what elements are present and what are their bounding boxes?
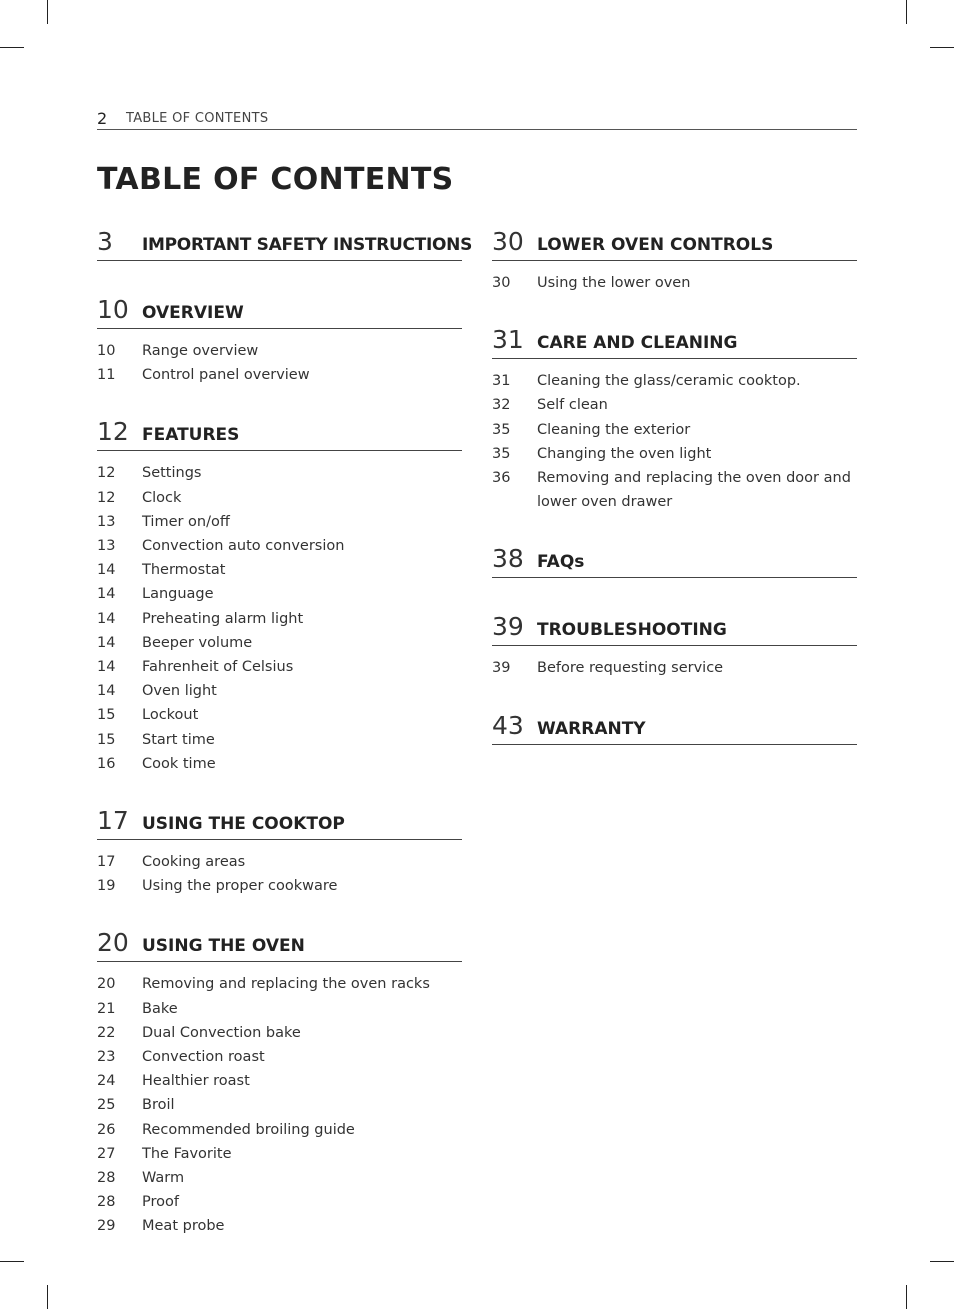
section-page-number: 38 [492,544,524,574]
section-page-number: 17 [97,806,129,836]
section-items [97,329,462,387]
toc-entry[interactable] [492,418,857,442]
toc-entry[interactable] [97,1166,462,1190]
entry-page-number: 39 [492,660,511,677]
entry-page-number: 35 [492,421,511,438]
entry-label: Dual Convection bake [142,1024,301,1041]
entry-label: Cook time [142,755,216,772]
toc-entry[interactable] [97,850,462,874]
entry-page-number: 20 [97,976,116,993]
entry-page-number: 31 [492,373,511,390]
section-page-number: 43 [492,710,524,740]
entry-label: Using the proper cookware [142,878,338,895]
entry-page-number: 19 [97,878,116,895]
entry-label: Convection auto conversion [142,538,345,555]
toc-entry[interactable] [97,607,462,631]
entry-page-number: 28 [97,1170,116,1187]
page-title: TABLE OF CONTENTS [97,162,454,197]
toc-entry[interactable] [97,486,462,510]
entry-page-number: 28 [97,1194,116,1211]
crop-mark [930,1261,954,1262]
entry-label: Removing and replacing the oven racks [142,976,430,993]
entry-label: Removing and replacing the oven door and lower oven drawer [537,470,851,511]
entry-page-number: 35 [492,445,511,462]
toc-entry[interactable] [492,369,857,393]
toc-entry[interactable] [97,534,462,558]
entry-page-number: 14 [97,586,116,603]
toc-entry[interactable] [97,1118,462,1142]
section-page-number: 20 [97,928,129,958]
toc-entry[interactable] [97,752,462,776]
entry-page-number: 30 [492,275,511,291]
entry-page-number: 11 [97,367,116,384]
section-page-number: 10 [97,295,129,324]
toc-entry[interactable] [97,874,462,898]
toc-entry[interactable] [97,339,462,363]
entry-page-number: 32 [492,397,511,414]
entry-page-number: 14 [97,634,116,651]
entry-label: Preheating alarm light [142,610,304,627]
toc-left-column [97,227,473,1269]
toc-entry[interactable] [97,1190,462,1214]
toc-entry[interactable] [97,728,462,752]
section-title: USING THE COOKTOP [142,814,345,835]
entry-label: Beeper volume [142,634,253,651]
toc-entry[interactable] [97,1093,462,1117]
entry-label: Range overview [142,343,259,359]
section-title: FEATURES [142,425,240,446]
running-header [97,107,857,130]
toc-section [492,612,857,680]
toc-entry[interactable] [97,1021,462,1045]
toc-entry[interactable] [97,1045,462,1069]
entry-label: Healthier roast [142,1073,250,1090]
running-title: TABLE OF CONTENTS [126,111,269,126]
entry-label: Settings [142,465,202,482]
toc-entry[interactable] [492,271,857,295]
toc-entry[interactable] [97,510,462,534]
crop-mark [906,1285,907,1309]
toc-entry[interactable] [97,558,462,582]
section-page-number: 3 [97,227,113,256]
toc-section [492,711,857,745]
section-items [97,451,462,776]
toc-entry[interactable] [97,972,462,996]
section-heading[interactable] [97,227,473,261]
section-items [492,261,857,295]
section-heading[interactable] [97,928,462,962]
section-title: WARRANTY [537,718,646,739]
section-heading[interactable] [492,325,857,359]
entry-page-number: 13 [97,513,116,530]
section-items [97,962,462,1238]
entry-page-number: 29 [97,1218,116,1235]
section-heading[interactable] [492,711,857,745]
entry-label: Fahrenheit of Celsius [142,659,294,676]
toc-section [97,227,473,261]
entry-page-number: 25 [97,1097,116,1114]
entry-page-number: 23 [97,1049,116,1066]
toc-entry[interactable] [97,1214,462,1238]
crop-mark [930,47,954,48]
toc-entry[interactable] [97,703,462,727]
section-page-number: 31 [492,325,524,355]
toc-entry[interactable] [97,997,462,1021]
entry-label: Changing the oven light [537,445,712,462]
entry-page-number: 13 [97,538,116,555]
entry-label: Broil [142,1097,175,1114]
entry-label: Timer on/off [142,513,230,530]
toc-entry[interactable] [97,461,462,485]
section-page-number: 30 [492,227,524,256]
crop-mark [47,0,48,24]
section-title: OVERVIEW [142,303,244,323]
toc-section [97,928,462,1238]
entry-page-number: 12 [97,489,116,506]
entry-page-number: 14 [97,659,116,676]
crop-mark [0,47,24,48]
toc-section [97,417,462,776]
entry-page-number: 12 [97,465,116,482]
entry-page-number: 10 [97,343,116,359]
section-heading[interactable] [492,544,857,578]
toc-section [97,295,462,387]
section-heading[interactable] [97,806,462,840]
section-page-number: 12 [97,417,129,447]
section-heading[interactable] [97,417,462,451]
crop-mark [0,1261,24,1262]
entry-page-number: 24 [97,1073,116,1090]
entry-label: Cleaning the glass/ceramic cooktop. [537,373,801,390]
section-title: IMPORTANT SAFETY INSTRUCTIONS [142,235,473,255]
entry-page-number: 14 [97,562,116,579]
section-heading[interactable] [97,295,462,329]
entry-label: Warm [142,1170,185,1187]
toc-entry[interactable] [97,1142,462,1166]
entry-label: The Favorite [142,1145,232,1162]
entry-page-number: 22 [97,1024,116,1041]
toc-entry[interactable] [97,631,462,655]
section-title: LOWER OVEN CONTROLS [537,235,774,255]
toc-section [97,806,462,898]
entry-label: Language [142,586,214,603]
entry-label: Meat probe [142,1218,225,1235]
toc-section [492,544,857,578]
toc-entry[interactable] [492,656,857,680]
section-items [492,359,857,514]
entry-label: Control panel overview [142,367,310,384]
entry-page-number: 21 [97,1000,116,1017]
toc-entry[interactable] [97,582,462,606]
toc-entry[interactable] [97,363,462,387]
entry-page-number: 14 [97,610,116,627]
toc-section [492,325,857,514]
toc-entry[interactable] [492,466,857,514]
entry-page-number: 26 [97,1121,116,1138]
entry-label: Clock [142,489,182,506]
entry-label: Bake [142,1000,178,1017]
toc-section [492,227,857,295]
entry-page-number: 27 [97,1145,116,1162]
entry-label: Before requesting service [537,660,724,677]
entry-label: Using the lower oven [537,275,691,291]
toc-entry[interactable] [97,679,462,703]
entry-label: Proof [142,1194,179,1211]
entry-page-number: 15 [97,707,116,724]
toc-entry[interactable] [492,442,857,466]
toc-entry[interactable] [492,393,857,417]
section-items [492,646,857,680]
entry-page-number: 17 [97,854,116,871]
section-items [97,840,462,898]
entry-label: Convection roast [142,1049,265,1066]
entry-label: Recommended broiling guide [142,1121,355,1138]
entry-label: Oven light [142,683,217,700]
crop-mark [47,1285,48,1309]
entry-page-number: 36 [492,470,511,487]
section-heading[interactable] [492,612,857,646]
page-number: 2 [97,109,108,128]
crop-mark [906,0,907,24]
section-title: CARE AND CLEANING [537,333,738,354]
toc-entry[interactable] [97,1069,462,1093]
section-title: USING THE OVEN [142,936,305,957]
entry-label: Self clean [537,397,608,414]
section-page-number: 39 [492,612,524,642]
entry-page-number: 16 [97,755,116,772]
section-title: TROUBLESHOOTING [537,620,727,641]
section-title: FAQs [537,552,585,573]
section-heading[interactable] [492,227,857,261]
toc-entry[interactable] [97,655,462,679]
entry-label: Start time [142,731,215,748]
entry-label: Lockout [142,707,199,724]
toc-right-column [492,227,857,779]
entry-label: Cooking areas [142,854,246,871]
entry-label: Cleaning the exterior [537,421,691,438]
entry-label: Thermostat [142,562,226,579]
entry-page-number: 15 [97,731,116,748]
entry-page-number: 14 [97,683,116,700]
